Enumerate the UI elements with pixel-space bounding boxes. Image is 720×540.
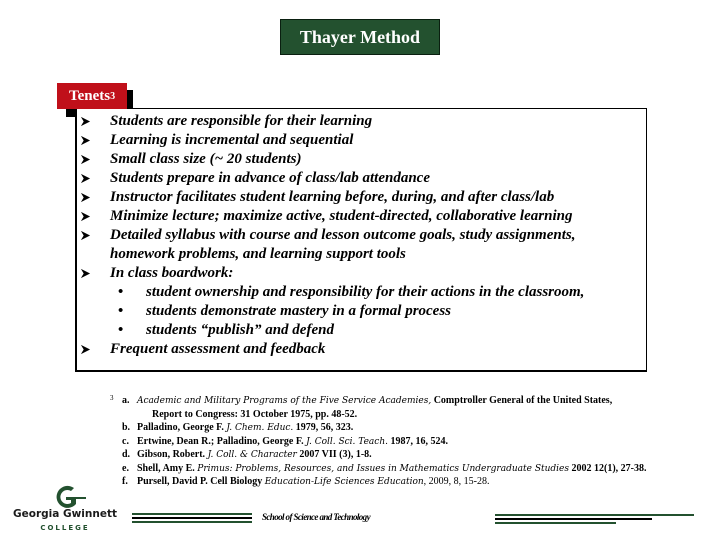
dot-bullet-icon: • (118, 322, 124, 338)
arrow-bullet-icon (80, 188, 110, 207)
references-list (110, 394, 646, 489)
tenet-item: Minimize lecture; maximize active, student-directed, collaborative learning (80, 207, 640, 226)
tenet-item: Instructor facilitates student learning before, during, and after class/lab (80, 188, 640, 207)
arrow-bullet-icon (80, 207, 110, 226)
arrow-bullet-icon (80, 112, 110, 131)
reference-item-continuation: Report to Congress: 31 October 1975, pp. 48-52. (152, 408, 358, 420)
reference-item: d. Gibson, Robert. J. Coll. & Character 2007 VII (3), 1-8. (122, 449, 372, 460)
logo-name: Georgia Gwinnett (12, 508, 117, 520)
logo-subtitle: COLLEGE (40, 524, 90, 532)
tenet-item: Detailed syllabus with course and lesson outcome goals, study assignments, (80, 226, 640, 245)
boardwork-item: • students demonstrate mastery in a formal process (118, 303, 452, 319)
arrow-bullet-icon (80, 131, 110, 150)
boardwork-item: • students “publish” and defend (118, 322, 334, 338)
school-name: School of Science and Technology (262, 512, 370, 522)
boardwork-item: • student ownership and responsibility for their actions in the classroom, (118, 284, 585, 300)
tenets-footnote-marker: 3 (110, 90, 116, 102)
arrow-bullet-icon (80, 150, 110, 169)
reference-item: 3 a. Academic and Military Programs of the Five Service Academies, Comptroller General of the United States, (110, 394, 613, 406)
g-logo-icon (52, 484, 88, 510)
tenets-list (80, 112, 640, 359)
dot-bullet-icon: • (118, 303, 124, 319)
reference-item: c. Ertwine, Dean R.; Palladino, George F. J. Coll. Sci. Teach. 1987, 16, 524. (122, 435, 448, 447)
dot-bullet-icon: • (118, 284, 124, 300)
arrow-bullet-icon (80, 264, 110, 283)
tenet-item-boardwork: In class boardwork: (80, 264, 640, 283)
tenet-item: Students prepare in advance of class/lab attendance (80, 169, 640, 188)
reference-item: b. Palladino, George F. J. Chem. Educ. 1979, 56, 323. (122, 422, 354, 433)
slide-title: Thayer Method (280, 19, 440, 55)
tenet-item: Students are responsible for their learning (80, 112, 640, 131)
tenet-item-continuation: homework problems, and learning support tools (110, 246, 406, 262)
tenet-item: Small class size (~ 20 students) (80, 150, 640, 169)
tenets-label: Tenets (68, 87, 111, 104)
reference-item: e. Shell, Amy E. Primus: Problems, Resources, and Issues in Mathematics Undergraduate Studies 2002 12(1), 27-38. (122, 462, 647, 474)
reference-marker: 3 (110, 394, 114, 402)
arrow-bullet-icon (80, 340, 110, 359)
arrow-bullet-icon (80, 226, 110, 245)
tenet-item: Frequent assessment and feedback (80, 340, 640, 359)
tenet-item: Learning is incremental and sequential (80, 131, 640, 150)
arrow-bullet-icon (80, 169, 110, 188)
tenets-tab (57, 83, 127, 109)
reference-item: f. Pursell, David P. Cell Biology Education-Life Sciences Education, 2009, 8, 15-28. (122, 476, 490, 487)
